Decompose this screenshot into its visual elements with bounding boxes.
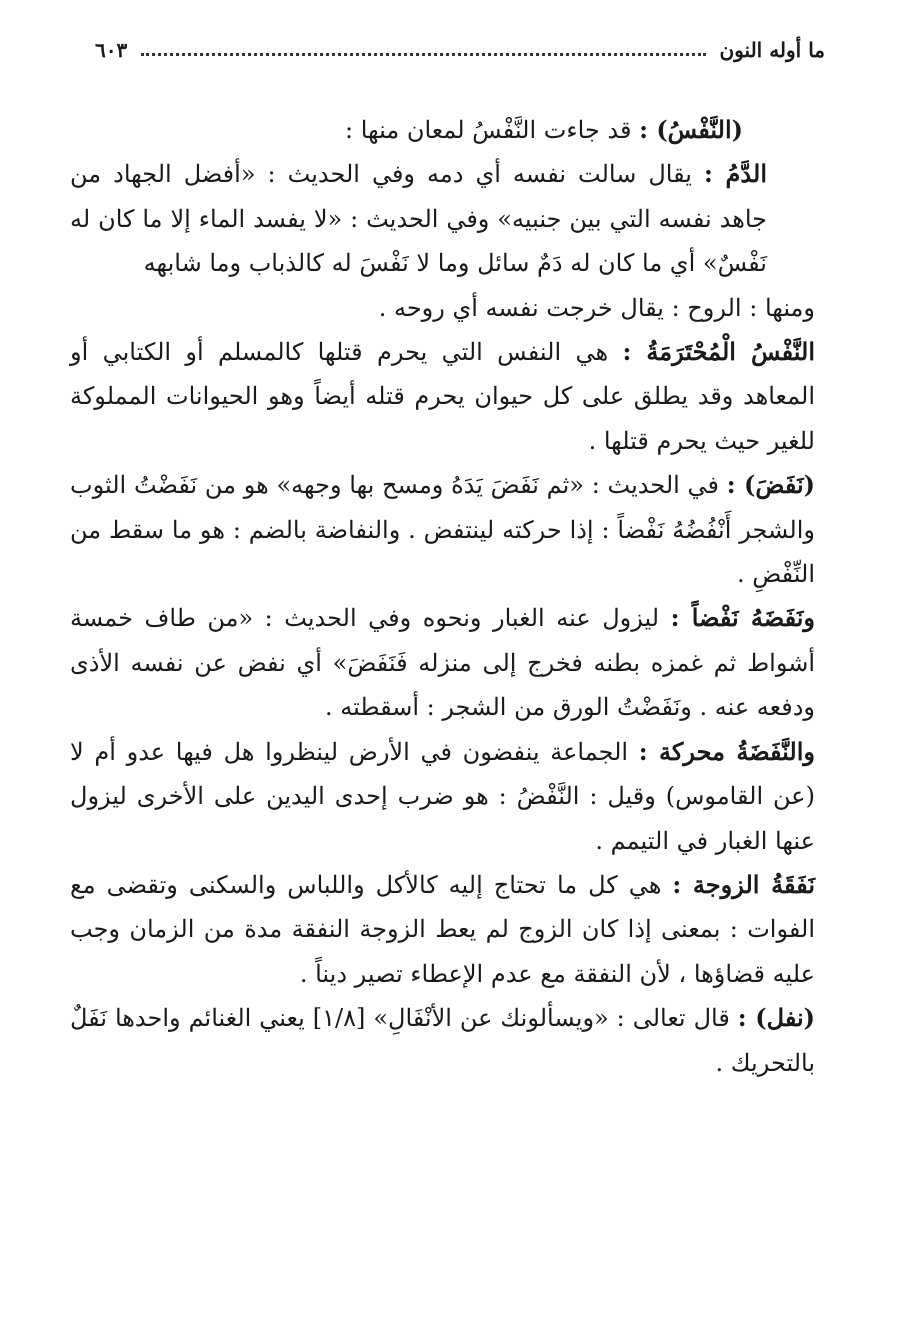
definition-text: قد جاءت النَّفْسُ لمعان منها :: [345, 116, 640, 144]
definition-text: قال تعالى : «ويسألونك عن الأنْفَالِ» [١/٨] يعني الغنائم واحدها نَفَلٌ بالتحريك .: [70, 1004, 815, 1077]
headword: (نفل) :: [737, 1003, 815, 1033]
headword: نَفَقَةُ الزوجة :: [672, 869, 815, 899]
headword: النَّفْسُ الْمُحْتَرَمَةُ :: [622, 337, 815, 367]
headword: الدَّمُ :: [703, 159, 767, 189]
headword: والنَّفَضَةُ محركة :: [638, 736, 815, 766]
entry-nafs-intro: [70, 108, 815, 152]
dictionary-body: [70, 108, 815, 1085]
definition-text: ليزول عنه الغبار ونحوه وفي الحديث : «من طاف خمسة أشواط ثم غمزه بطنه فخرج إلى منزله فَنَفَضَ» أي نفض عن نفسه الأذى ودفعه عنه . ونَفَضْتُ الورق من الشجر : أسقطته .: [70, 604, 815, 722]
headword: (نَفَضَ) :: [726, 470, 815, 500]
entry-nafal: [70, 996, 815, 1085]
definition-text: يقال سالت نفسه أي دمه وفي الحديث : «أفضل الجهاد من جاهد نفسه التي بين جنبيه» وفي الحديث : «لا يفسد الماء إلا ما كان له نَفْسٌ» أي ما كان له دَمٌ سائل وما لا نَفْسَ له كالذباب وما شابهه: [70, 160, 767, 278]
definition-text: في الحديث : «ثم نَفَضَ يَدَهُ ومسح بها وجهه» هو من نَفَضْتُ الثوب والشجر أَنْفُضُهُ نَفْضاً : إذا حركته لينتفض . والنفاضة بالضم : هو ما سقط من النِّفْضِ .: [70, 471, 815, 589]
definition-text: ومنها : الروح : يقال خرجت نفسه أي روحه .: [378, 293, 815, 322]
headword: ونَفَضَهُ نَفْضاً :: [670, 603, 815, 633]
entry-nafs-blood: [70, 152, 815, 285]
section-title: ما أوله النون: [719, 38, 825, 62]
page-number: ٦٠٣: [95, 38, 128, 62]
entry-nafadahu: [70, 596, 815, 729]
entry-nafada: [70, 730, 815, 863]
dotted-leader: [141, 53, 705, 56]
entry-nafaqa: [70, 863, 815, 996]
entry-nafs-muhtarama: [70, 330, 815, 463]
entry-nafs-spirit: [70, 286, 815, 330]
headword: (النَّفْسُ) :: [639, 115, 743, 144]
entry-nafad: [70, 463, 815, 596]
definition-text: الجماعة ينفضون في الأرض لينظروا هل فيها عدو أم لا (عن القاموس) وقيل : النَّفْضُ : هو ضرب إحدى اليدين على الأخرى ليزول عنها الغبار في التيمم .: [70, 737, 815, 855]
definition-text: هي النفس التي يحرم قتلها كالمسلم أو الكتابي أو المعاهد وقد يطلق على كل حيوان يحرم قتله أيضاً وهو الحيوانات المملوكة للغير حيث يحرم قتلها .: [70, 338, 815, 455]
running-header: [95, 30, 825, 70]
definition-text: هي كل ما تحتاج إليه كالأكل واللباس والسكنى وتقضى مع الفوات : بمعنى إذا كان الزوج لم يعط الزوجة النفقة مدة من الزمان وجب عليه قضاؤها ، لأن النفقة مع عدم الإعطاء تصير ديناً .: [70, 870, 815, 988]
